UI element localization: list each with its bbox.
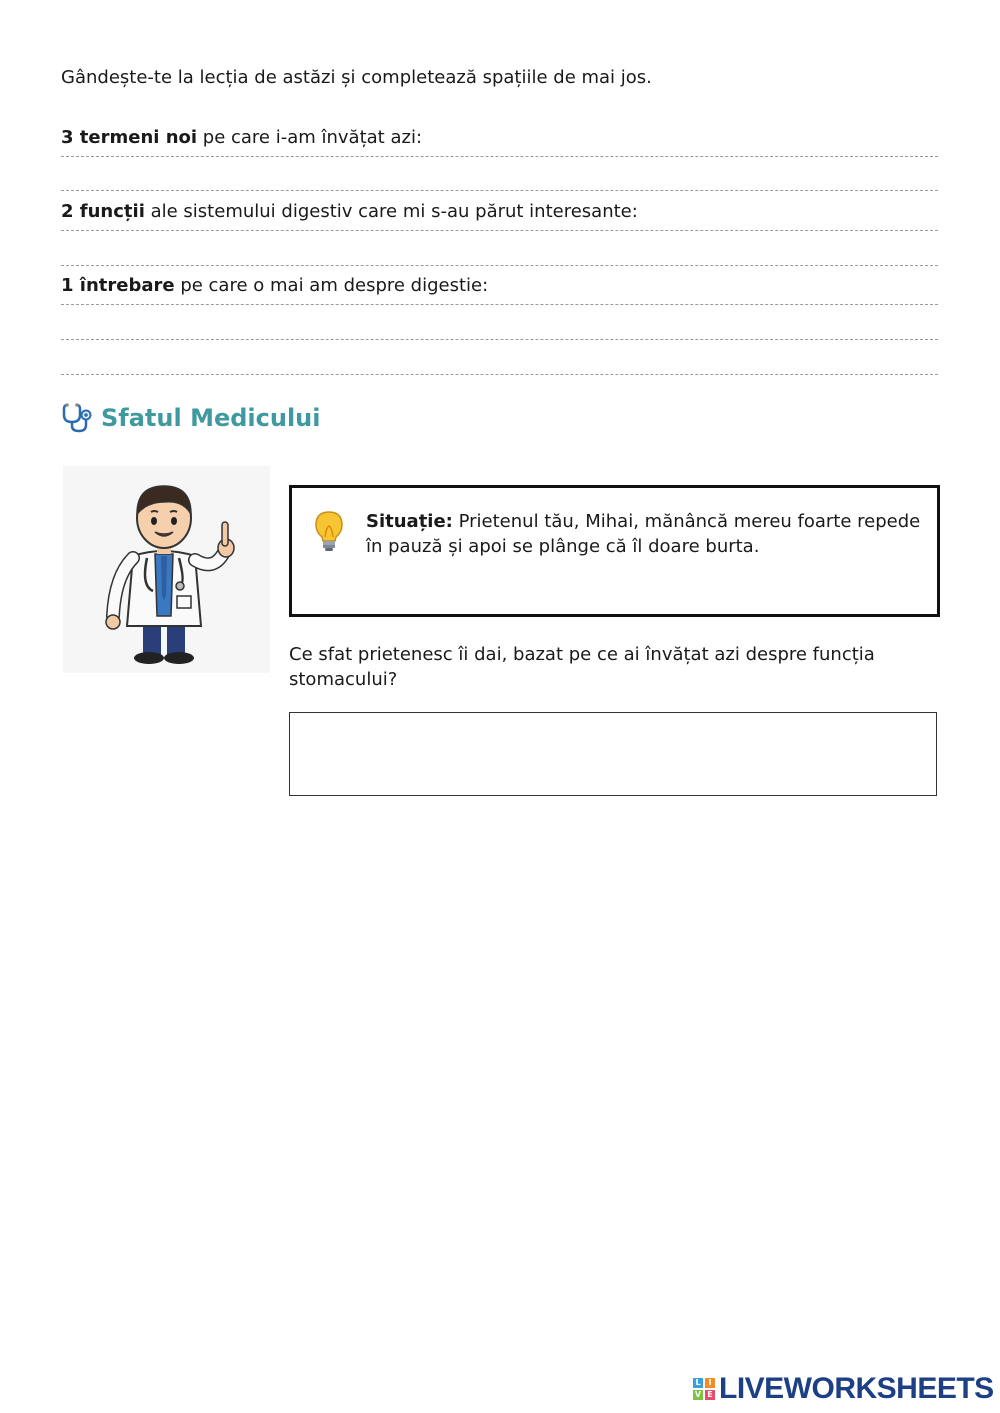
question-line-2: stomacului? <box>289 669 398 690</box>
logo-letter-v: V <box>694 1390 702 1399</box>
situation-text-1: Prietenul tău, Mihai, mănâncă mereu foarte repede <box>452 511 921 532</box>
answer-line-terms-1[interactable] <box>61 156 938 157</box>
prompt-question-bold: 1 întrebare <box>61 275 175 296</box>
logo-letter-i: I <box>705 1378 715 1388</box>
answer-line-question-1[interactable] <box>61 304 938 305</box>
answer-line-question-3[interactable] <box>61 374 938 375</box>
answer-line-functions-1[interactable] <box>61 230 938 231</box>
logo-letter-l: L <box>693 1378 703 1388</box>
prompt-functions <box>61 200 638 224</box>
answer-line-terms-2[interactable] <box>61 190 938 191</box>
section-title: Sfatul Medicului <box>101 404 321 432</box>
stethoscope-icon <box>61 402 95 434</box>
question-line-1: Ce sfat prietenesc îi dai, bazat pe ce ai învățat azi despre funcția <box>289 644 875 665</box>
prompt-new-terms-rest: pe care i-am învățat azi: <box>197 127 423 148</box>
prompt-new-terms-bold: 3 termeni noi <box>61 127 198 148</box>
situation-line-1 <box>366 510 920 534</box>
logo-text: LIVEWORKSHEETS <box>719 1372 994 1405</box>
liveworksheets-logo <box>693 1372 994 1406</box>
prompt-question-rest: pe care o mai am despre digestie: <box>174 275 489 296</box>
advice-answer-box[interactable] <box>289 712 937 796</box>
logo-letter-e: E <box>705 1390 715 1400</box>
answer-line-question-2[interactable] <box>61 339 938 340</box>
answer-line-functions-2[interactable] <box>61 265 938 266</box>
situation-label: Situație: <box>366 511 453 532</box>
logo-mark <box>693 1378 715 1400</box>
situation-text-2: în pauză și apoi se plânge că îl doare burta. <box>366 536 760 557</box>
instructions-text: Gândește-te la lecția de astăzi și completează spațiile de mai jos. <box>61 67 652 88</box>
lightbulb-icon <box>313 510 345 558</box>
doctor-illustration <box>63 466 270 673</box>
prompt-question <box>61 274 488 298</box>
prompt-new-terms <box>61 126 422 150</box>
section-heading <box>61 402 320 434</box>
prompt-functions-bold: 2 funcții <box>61 201 145 222</box>
prompt-functions-rest: ale sistemului digestiv care mi s-au părut interesante: <box>144 201 638 222</box>
